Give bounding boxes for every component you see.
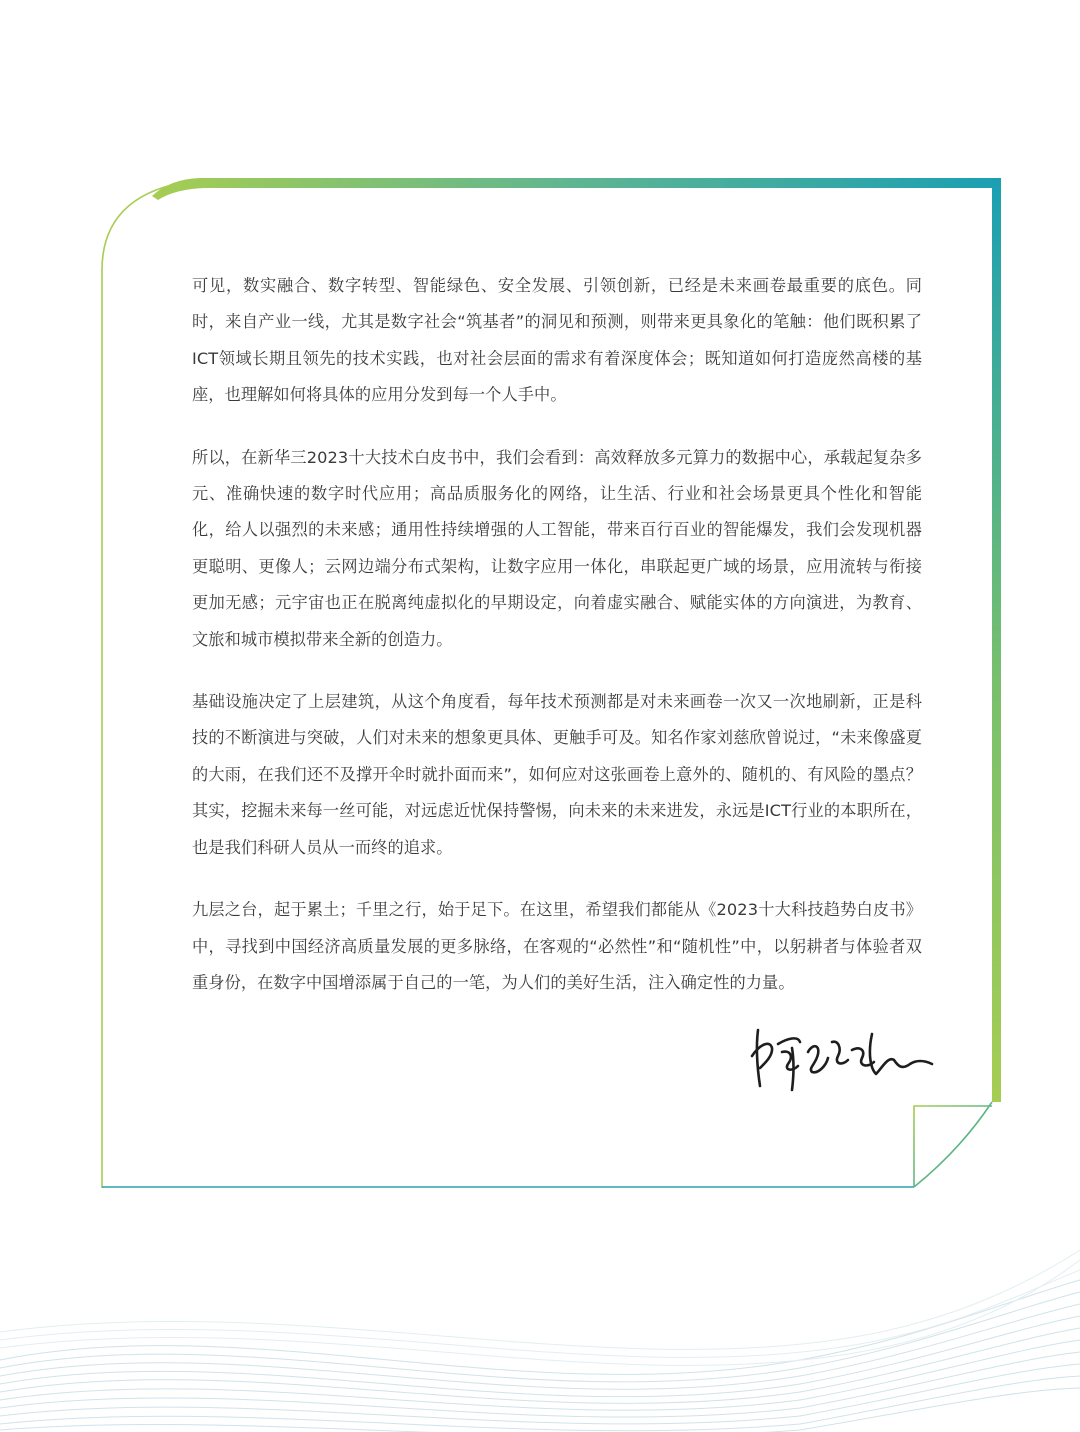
frame-right-band — [992, 178, 1001, 1102]
paragraph-3: 基础设施决定了上层建筑，从这个角度看，每年技术预测都是对未来画卷一次又一次地刷新，正是科技的不断演进与突破，人们对未来的想象更具体、更触手可及。知名作家刘慈欣曾说过，“未来像盛夏的大雨，在我们还不及撑开伞时就扑面而来”，如何应对这张画卷上意外的、随机的、有风险的墨点？其实，挖掘未来每一丝可能，对远虑近忧保持警惕，向未来的未来进发，永远是ICT行业的本职所在，也是我们科研人员从一而终的追求。 — [192, 692, 922, 857]
letter-body — [192, 268, 922, 1027]
paragraph-1: 可见，数实融合、数字转型、智能绿色、安全发展、引领创新，已经是未来画卷最重要的底色。同时，来自产业一线，尤其是数字社会“筑基者”的洞见和预测，则带来更具象化的笔触：他们既积累了ICT领域长期且领先的技术实践，也对社会层面的需求有着深度体会；既知道如何打造庞然高楼的基座，也理解如何将具体的应用分发到每一个人手中。 — [192, 276, 922, 405]
signature — [748, 1022, 938, 1094]
paragraph-2: 所以，在新华三2023十大技术白皮书中，我们会看到：高效释放多元算力的数据中心，承载起复杂多元、准确快速的数字时代应用；高品质服务化的网络，让生活、行业和社会场景更具个性化和智能化，给人以强烈的未来感；通用性持续增强的人工智能，带来百行百业的智能爆发，我们会发现机器更聪明、更像人；云网边端分布式架构，让数字应用一体化，串联起更广域的场景，应用流转与衔接更加无感；元宇宙也正在脱离纯虚拟化的早期设定，向着虚实融合、赋能实体的方向演进，为教育、文旅和城市模拟带来全新的创造力。 — [192, 447, 922, 649]
frame-left-edge — [102, 186, 168, 1188]
decorative-waves — [0, 1240, 1080, 1432]
paragraph-4: 九层之台，起于累土；千里之行，始于足下。在这里，希望我们都能从《2023十大科技趋势白皮书》中，寻找到中国经济高质量发展的更多脉络，在客观的“必然性”和“随机性”中，以躬耕者与体验者双重身份，在数字中国增添属于自己的一笔，为人们的美好生活，注入确定性的力量。 — [192, 900, 922, 992]
frame-top-band — [152, 178, 1001, 200]
